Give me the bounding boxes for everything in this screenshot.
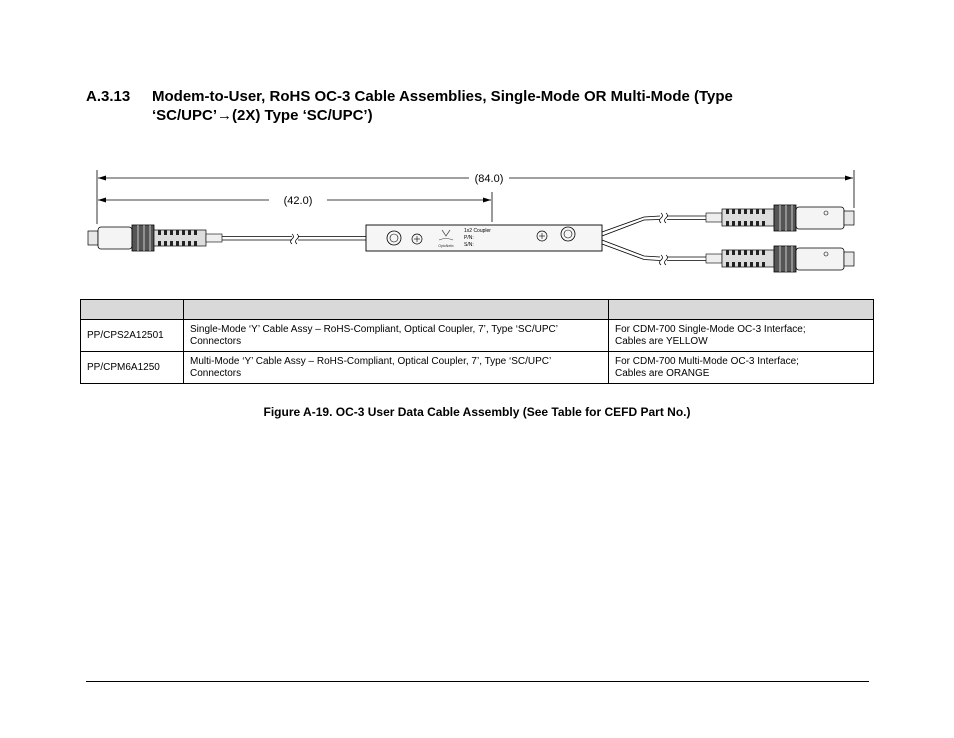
part-number-cell: PP/CPM6A1250 (81, 352, 184, 384)
section-title-line2: ‘SC/UPC’→(2X) Type ‘SC/UPC’) (152, 107, 373, 124)
notes-cell: For CDM-700 Multi-Mode OC-3 Interface; Cables are ORANGE (609, 352, 874, 384)
bottom-right-sc-connector (706, 246, 854, 272)
description-cell: Multi-Mode ‘Y’ Cable Assy – RoHS-Compliant, Optical Coupler, 7’, Type ‘SC/UPC’ Connectors (184, 352, 609, 384)
split-cables (602, 213, 706, 265)
part-number-cell: PP/CPS2A12501 (81, 320, 184, 352)
left-cable (222, 234, 366, 244)
section-number: A.3.13 (86, 88, 131, 105)
coupler-brand: OptoNetix (438, 244, 454, 248)
optical-coupler (366, 225, 602, 251)
coupler-sn: S/N: (464, 242, 474, 248)
figure-caption: Figure A-19. OC-3 User Data Cable Assembly (See Table for CEFD Part No.) (263, 405, 691, 419)
table-header-cell (184, 300, 609, 320)
section-title (152, 87, 832, 125)
table-row (81, 352, 874, 384)
table-header-row (81, 300, 874, 320)
branch-dimension (98, 192, 492, 222)
top-right-sc-connector (706, 205, 854, 231)
cable-assembly-diagram (84, 160, 874, 282)
table-row (81, 320, 874, 352)
overall-length-label: (84.0) (474, 173, 504, 185)
table-header-cell (609, 300, 874, 320)
coupler-pn: P/N: (464, 235, 474, 241)
section-title-line1: Modem-to-User, RoHS OC-3 Cable Assemblies, Single-Mode OR Multi-Mode (Type (152, 88, 733, 105)
left-sc-connector (88, 225, 222, 251)
description-cell: Single-Mode ‘Y’ Cable Assy – RoHS-Compliant, Optical Coupler, 7’, Type ‘SC/UPC’ Connectors (184, 320, 609, 352)
notes-cell: For CDM-700 Single-Mode OC-3 Interface; Cables are YELLOW (609, 320, 874, 352)
footer-divider (86, 681, 869, 682)
part-number-table (80, 299, 874, 384)
coupler-label: 1x2 Coupler (464, 228, 491, 234)
branch-length-label: (42.0) (283, 195, 313, 207)
table-header-cell (81, 300, 184, 320)
arrow-icon: → (217, 107, 233, 124)
